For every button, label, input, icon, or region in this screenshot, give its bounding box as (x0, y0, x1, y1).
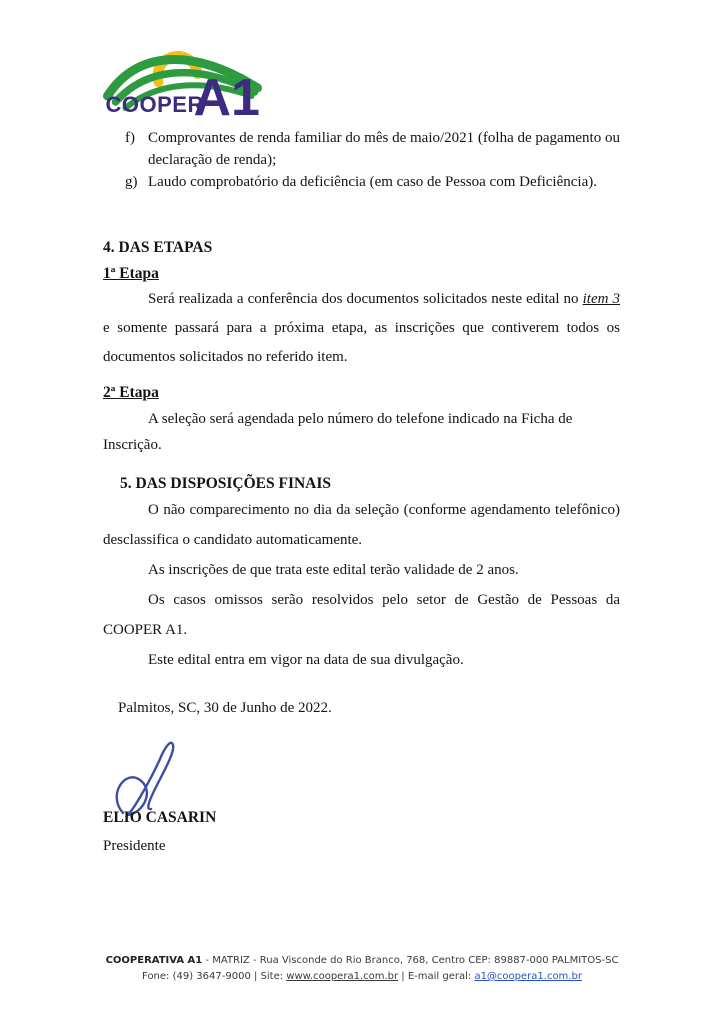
stage-2-paragraph: A seleção será agendada pelo número do telefone indicado na Ficha de Inscrição. (103, 410, 573, 453)
signer-name: ELIO CASARIN (103, 808, 217, 826)
cooper-a1-logo-image (103, 38, 283, 118)
stage-2-heading (103, 382, 620, 404)
requirements-list (103, 128, 620, 194)
cooper-a1-logo (103, 38, 283, 118)
footer-line-1 (0, 953, 724, 969)
stage-2-heading-text: 2ª Etapa (103, 383, 159, 401)
logo-a1-text: A1 (193, 69, 260, 118)
dateline: Palmitos, SC, 30 de Junho de 2022. (118, 699, 332, 716)
item-3-reference: item 3 (582, 290, 621, 307)
footer-company-name: COOPERATIVA A1 (105, 955, 203, 966)
page-footer (0, 953, 724, 985)
list-item-text: Laudo comprobatório da deficiência (em caso de Pessoa com Deficiência). (148, 174, 597, 190)
section-4-heading: 4. DAS ETAPAS (103, 238, 213, 256)
paragraph: Os casos omissos serão resolvidos pelo setor de Gestão de Pessoas da COOPER A1. (103, 591, 620, 638)
site-link[interactable]: www.coopera1.com.br (286, 971, 399, 982)
footer-address: - MATRIZ - Rua Visconde do Rio Branco, 768, Centro CEP: 89887-000 PALMITOS-SC (202, 955, 619, 966)
footer-email-label: | E-mail geral: (398, 971, 475, 982)
stage-1-paragraph (103, 285, 620, 372)
footer-phone: Fone: (49) 3647-9000 | Site: (142, 971, 287, 982)
stage-1-text-before: Será realizada a conferência dos documentos solicitados neste edital no (148, 290, 583, 307)
stage-1-heading (103, 263, 620, 285)
paragraph: As inscrições de que trata este edital terão validade de 2 anos. (148, 561, 519, 578)
footer-line-2 (0, 969, 724, 985)
list-item-text: Comprovantes de renda familiar do mês de maio/2021 (folha de pagamento ou declaração de renda); (148, 130, 620, 168)
stage-1-text-after: e somente passará para a próxima etapa, as inscrições que contiverem todos os documentos solicitados no referido item. (103, 319, 620, 365)
section-5-heading: 5. DAS DISPOSIÇÕES FINAIS (120, 474, 332, 492)
signature-block (103, 737, 620, 857)
list-item-marker: f) (125, 130, 135, 146)
paragraph: O não comparecimento no dia da seleção (conforme agendamento telefônico) desclassifica o candidato automaticamente. (103, 501, 620, 548)
email-link[interactable]: a1@coopera1.com.br (474, 971, 582, 982)
section-5-paragraphs (103, 495, 620, 675)
list-item-marker: g) (125, 174, 138, 190)
signer-title: Presidente (103, 837, 166, 854)
list-item (103, 172, 620, 194)
stage-1-heading-text: 1ª Etapa (103, 264, 159, 282)
paragraph: Este edital entra em vigor na data de sua divulgação. (148, 651, 464, 668)
list-item (103, 128, 620, 171)
logo-cooper-text: COOPER (105, 92, 204, 117)
